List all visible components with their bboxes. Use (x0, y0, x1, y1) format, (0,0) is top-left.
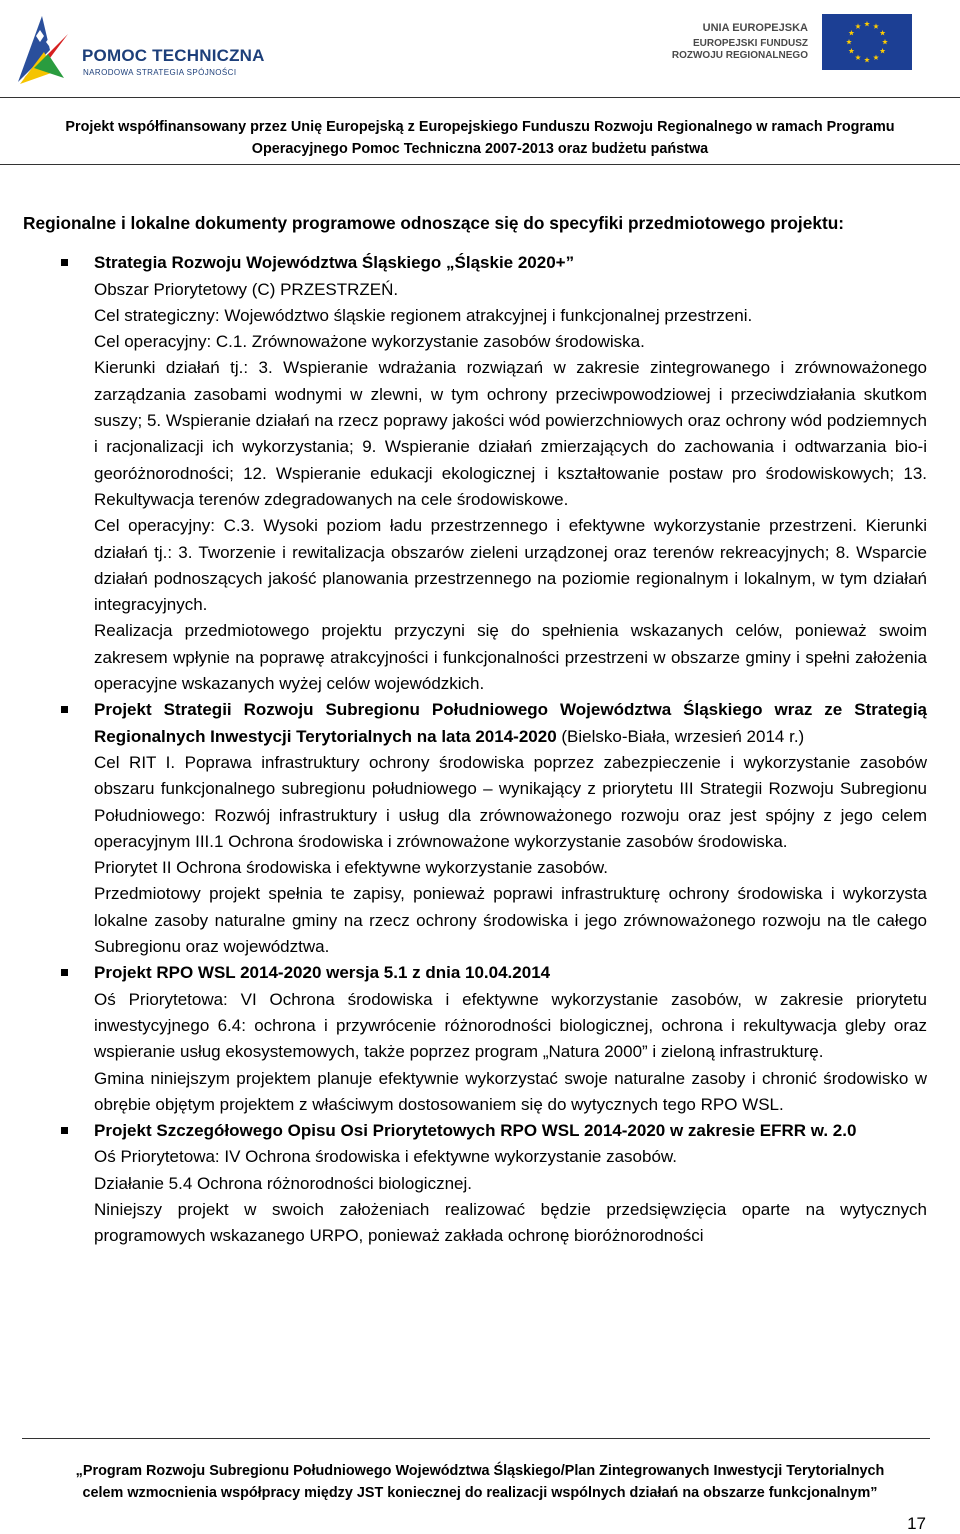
document-body (23, 210, 927, 1250)
eu-flag-icon (822, 14, 912, 70)
item-paragraph: Przedmiotowy projekt spełnia te zapisy, ponieważ poprawi infrastrukturę ochrony środowiska i wykorzysta lokalne zasoby naturalne gminy na rzecz ochrony środowiska i jego zrównoważonego rozwoju na tle całego Subregionu oraz województwa. (94, 884, 927, 957)
header-rule-top (0, 97, 960, 98)
item-paragraph: Priorytet II Ochrona środowiska i efektywne wykorzystanie zasobów. (94, 858, 608, 878)
eu-logo-line3: ROZWOJU REGIONALNEGO (671, 50, 808, 61)
pomoc-techniczna-logo-icon (14, 12, 76, 86)
item-title: Strategia Rozwoju Województwa Śląskiego „Śląskie 2020+” (94, 253, 575, 273)
footer-rule (22, 1438, 930, 1439)
list-item (23, 250, 927, 697)
item-title (94, 697, 927, 750)
list-item (23, 697, 927, 960)
item-title-bold: Projekt Strategii Rozwoju Subregionu Południowego Województwa Śląskiego wraz ze Strategią Regionalnych Inwestycji Terytorialnych na lata 2014-2020 (94, 700, 927, 746)
square-bullet-icon (61, 1127, 68, 1134)
square-bullet-icon (61, 259, 68, 266)
item-title-suffix: (Bielsko-Biała, wrzesień 2014 r.) (556, 726, 805, 746)
item-title: Projekt Szczegółowego Opisu Osi Priorytetowych RPO WSL 2014-2020 w zakresie EFRR w. 2.0 (94, 1121, 857, 1141)
square-bullet-icon (61, 969, 68, 976)
document-list (23, 250, 927, 1249)
section-intro: Regionalne i lokalne dokumenty programowe odnoszące się do specyfiki przedmiotowego projektu: (23, 213, 845, 233)
eu-logo-line1: UNIA EUROPEJSKA (702, 22, 808, 34)
header-rule-bottom (0, 164, 960, 165)
square-bullet-icon (61, 706, 68, 713)
item-paragraph: Oś Priorytetowa: VI Ochrona środowiska i efektywne wykorzystanie zasobów, w zakresie priorytetu inwestycyjnego 6.4: ochrona i przywrócenie różnorodności biologicznej, ochrona i rekultywacja gleby oraz wspieranie usług ekosystemowych, także poprzez program „Natura 2000” i zieloną infrastrukturę. (94, 989, 927, 1062)
cofinance-line-2: Operacyjnego Pomoc Techniczna 2007-2013 oraz budżetu państwa (251, 141, 709, 157)
item-paragraph: Cel operacyjny: C.3. Wysoki poziom ładu przestrzennego i efektywne wykorzystanie przestrzeni. Kierunki działań tj.: 3. Tworzenie i rewitalizacja obszarów zieleni urządzonej oraz terenów rekreacyjnych; 8. Wsparcie działań podnoszących jakość planowania przestrzennego na poziomie regionalnym i lokalnym, w tym działań integracyjnych. (94, 516, 927, 615)
list-item (23, 960, 927, 1118)
cofinance-line-1: Projekt współfinansowany przez Unię Europejską z Europejskiego Funduszu Rozwoju Regionalnego w ramach Programu (65, 119, 895, 135)
item-paragraph: Oś Priorytetowa: IV Ochrona środowiska i efektywne wykorzystanie zasobów. (94, 1147, 677, 1167)
item-paragraph: Cel operacyjny: C.1. Zrównoważone wykorzystanie zasobów środowiska. (94, 332, 645, 352)
item-paragraph: Kierunki działań tj.: 3. Wspieranie wdrażania rozwiązań w zakresie zintegrowanego i zrównoważonego zarządzania zasobami wodnymi w zlewni, w tym ochrony przeciwpowodziowej i przeciwdziałania skutkom suszy; 5. Wspieranie działań na rzecz poprawy jakości wód powierzchniowych oraz ochrony wód podziemnych i racjonalizacji ich wykorzystania; 9. Wspieranie działań zmierzających do zachowania i odtwarzania bio-i georóżnorodności; 12. Wspieranie edukacji ekologicznej i kształtowanie postaw pro środowiskowych; 13. Rekultywacja terenów zdegradowanych na cele środowiskowe. (94, 358, 927, 509)
left-logo-subtitle: NARODOWA STRATEGIA SPÓJNOŚCI (83, 68, 237, 77)
footer-line-1: „Program Rozwoju Subregionu Południowego Województwa Śląskiego/Plan Zintegrowanych Inwestycji Terytorialnych (75, 1463, 885, 1479)
item-paragraph: Cel RIT I. Poprawa infrastruktury ochrony środowiska poprzez zabezpieczenie i wykorzystanie zasobów obszaru funkcjonalnego subregionu południowego – wynikający z priorytetu III Strategii Rozwoju Subregionu Południowego: Rozwój infrastruktury i usług dla zrównoważonego rozwoju oraz jest spójny z jego celem operacyjnym III.1 Ochrona środowiska i zrównoważone wykorzystanie zasobów środowiska. (94, 752, 927, 851)
item-paragraph: Realizacja przedmiotowego projektu przyczyni się do spełnienia wskazanych celów, ponieważ swoim zakresem wpłynie na poprawę atrakcyjności i funkcjonalności przestrzeni w obszarze gminy i spełni założenia operacyjne wskazanych wyżej celów wojewódzkich. (94, 621, 927, 694)
left-logo-title: POMOC TECHNICZNA (82, 46, 265, 65)
pomoc-techniczna-logo (14, 12, 265, 86)
item-paragraph: Obszar Priorytetowy (C) PRZESTRZEŃ. (94, 279, 399, 299)
item-paragraph: Działanie 5.4 Ochrona różnorodności biologicznej. (94, 1173, 472, 1193)
item-paragraph: Gmina niniejszym projektem planuje efektywnie wykorzystać swoje naturalne zasoby i chronić środowisko w obrębie objętym projektem z właściwym dostosowaniem się do wytycznych tego RPO WSL. (94, 1068, 927, 1114)
list-item (23, 1118, 927, 1249)
eu-logo-line2: EUROPEJSKI FUNDUSZ (692, 38, 808, 49)
eu-logo (671, 14, 912, 68)
page-number: 17 (907, 1514, 926, 1533)
footer-line-2: celem wzmocnienia współpracy między JST koniecznej do realizacji wspólnych działań na obszarze funkcjonalnym” (82, 1485, 878, 1501)
item-paragraph: Cel strategiczny: Województwo śląskie regionem atrakcyjnej i funkcjonalnej przestrzeni. (94, 305, 753, 325)
item-paragraph: Niniejszy projekt w swoich założeniach realizować będzie przedsięwzięcia oparte na wytycznych programowych wskazanego URPO, ponieważ zakłada ochronę bioróżnorodności (94, 1199, 927, 1246)
item-title: Projekt RPO WSL 2014-2020 wersja 5.1 z dnia 10.04.2014 (94, 963, 551, 983)
